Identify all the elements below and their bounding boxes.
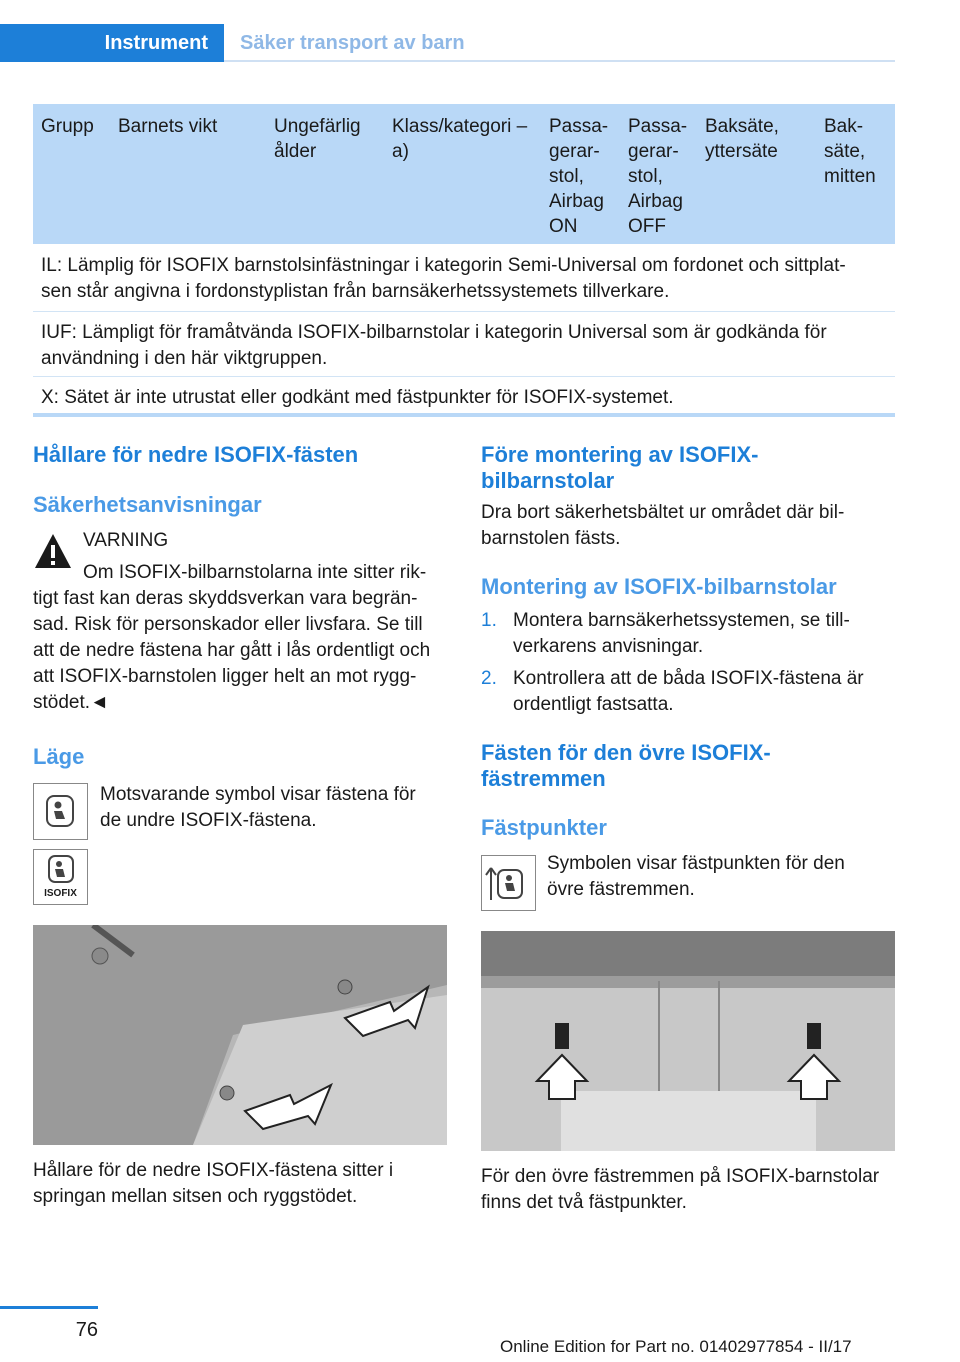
footer-rule <box>0 1306 98 1309</box>
left-section-heading: Hållare för nedre ISOFIX-fästen <box>33 442 359 467</box>
note-line: IL: Lämplig för ISOFIX barnstolsinfästningar i kategorin Semi-Universal om fordonet och sittplat- <box>41 255 846 276</box>
warning-line: tigt fast kan deras skyddsverkan vara begrän- <box>33 588 418 609</box>
warning-line: att ISOFIX-barnstolen ligger helt an mot rygg- <box>33 666 417 687</box>
position-line: de undre ISOFIX-fästena. <box>100 810 317 831</box>
anchor-points-line: övre fästremmen. <box>547 879 695 900</box>
upper-tether-heading: fästremmen <box>481 766 606 791</box>
table-header-cell: Grupp <box>41 116 94 137</box>
step-line: ordentligt fastsatta. <box>513 694 674 715</box>
left-caption-line: springan mellan sitsen och ryggstödet. <box>33 1186 358 1207</box>
intro-line: barnstolen fästs. <box>481 528 621 549</box>
table-header-row <box>33 104 895 244</box>
upper-tether-heading: Fästen för den övre ISOFIX- <box>481 740 771 765</box>
step-line: Kontrollera att de båda ISOFIX-fästena är <box>513 668 864 689</box>
top-tether-symbol <box>481 855 536 911</box>
right-caption-line: För den övre fästremmen på ISOFIX-barnstolar <box>481 1166 880 1187</box>
child-seat-icon <box>34 784 87 839</box>
seat-anchors-illustration <box>33 925 447 1145</box>
table-header-cell: Passa- gerar- stol, Airbag OFF <box>628 116 688 237</box>
note-line: X: Sätet är inte utrustat eller godkänt med fästpunkter för ISOFIX-systemet. <box>41 387 674 408</box>
child-seat-symbol <box>33 783 88 840</box>
note-line: användning i den här viktgruppen. <box>41 348 328 369</box>
header-rule <box>224 60 895 62</box>
note-line: sen står angivna i fordonstyplistan från barnsäkerhetssystemets tillverkare. <box>41 281 670 302</box>
tether-points-photo <box>481 931 895 1151</box>
step-number: 1. <box>481 610 497 631</box>
table-bottom-rule <box>33 413 895 417</box>
table-header-cell: Ungefärlig ålder <box>274 116 361 162</box>
table-note-row <box>33 244 895 312</box>
left-caption-line: Hållare för de nedre ISOFIX-fästena sitter i <box>33 1160 394 1181</box>
before-mounting-heading: bilbarnstolar <box>481 468 615 493</box>
top-tether-icon <box>482 856 535 910</box>
intro-line: Dra bort säkerhetsbältet ur området där bil- <box>481 502 845 523</box>
step-line: verkarens anvisningar. <box>513 636 704 657</box>
table-header-cell: Klass/kategori – a) <box>392 116 528 162</box>
right-caption-line: finns det två fästpunkter. <box>481 1192 687 1213</box>
page-number: 76 <box>75 1319 98 1341</box>
isofix-symbol-label: ISOFIX <box>44 888 77 899</box>
step-number: 2. <box>481 668 497 689</box>
topic-tab: Säker transport av barn <box>240 32 465 54</box>
section-tab <box>0 24 224 62</box>
isofix-child-seat-icon <box>34 850 87 890</box>
table-header-cell: Baksäte, yttersäte <box>705 116 779 162</box>
edition-note: Online Edition for Part no. 01402977854 - II/17 <box>500 1337 852 1356</box>
page-header <box>0 24 895 62</box>
table-header-cell: Passa- gerar- stol, Airbag ON <box>549 116 609 237</box>
mounting-heading: Montering av ISOFIX-bilbarnstolar <box>481 574 837 599</box>
table-note-row <box>33 312 895 377</box>
before-mounting-heading: Före montering av ISOFIX- <box>481 442 759 467</box>
step-line: Montera barnsäkerhetssystemen, se till- <box>513 610 850 631</box>
table-header-cell: Bak- säte, mitten <box>824 116 876 187</box>
table-note-row <box>33 377 895 415</box>
warning-line: att de nedre fästena har gått i lås ordentligt och <box>33 640 431 661</box>
warning-label: VARNING <box>83 530 169 551</box>
isofix-table <box>33 104 895 415</box>
warning-triangle-icon <box>33 531 73 571</box>
section-tab-label: Instrument <box>104 31 208 54</box>
anchor-points-line: Symbolen visar fästpunkten för den <box>547 853 845 874</box>
warning-line: Om ISOFIX-bilbarnstolarna inte sitter rik- <box>83 562 427 583</box>
trunk-anchors-illustration <box>481 931 895 1151</box>
lower-anchors-photo <box>33 925 447 1145</box>
position-heading: Läge <box>33 744 85 769</box>
note-line: IUF: Lämpligt för framåtvända ISOFIX-bilbarnstolar i kategorin Universal som är godkända för <box>41 322 827 343</box>
table-header-cell: Barnets vikt <box>118 116 218 137</box>
warning-line: sad. Risk för personskador eller livsfara. Se till <box>33 614 423 635</box>
anchor-points-heading: Fästpunkter <box>481 815 607 840</box>
warning-line: stödet.◄ <box>33 692 109 713</box>
safety-heading: Säkerhetsanvisningar <box>33 492 262 517</box>
position-line: Motsvarande symbol visar fästena för <box>100 784 416 805</box>
isofix-symbol <box>33 849 88 905</box>
